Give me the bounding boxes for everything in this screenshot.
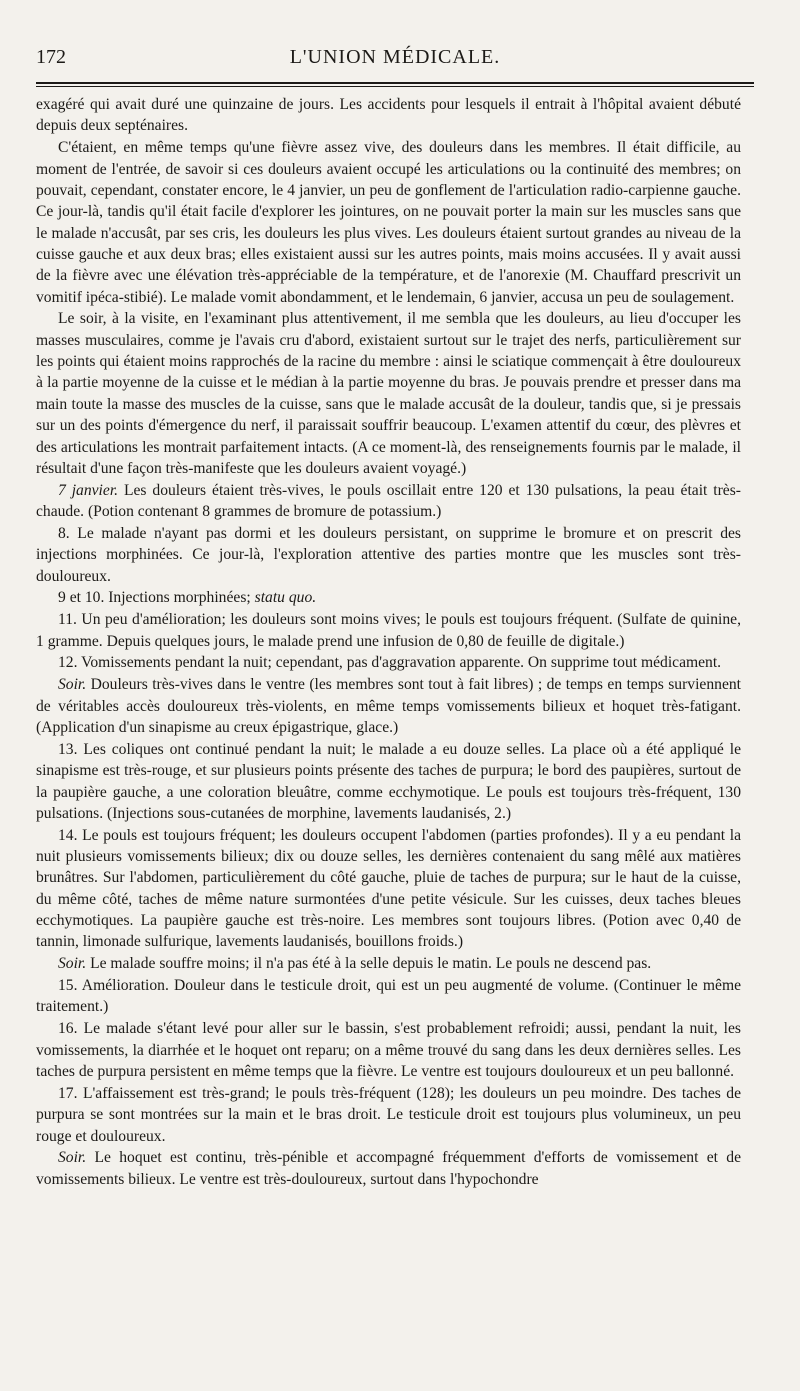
paragraph: 15. Amélioration. Douleur dans le testicule droit, qui est un peu augmenté de volume. (Continuer le même traitement.) — [36, 977, 741, 1016]
paragraph: 13. Les coliques ont continué pendant la nuit; le malade a eu douze selles. La place où a été appliqué le sinapisme est très-rouge, et sur plusieurs points présente des taches de purpura; le bord des paupières, surtout de la paupière gauche, a une coloration bleuâtre, comme ecchymotique. Le pouls est toujours très-fréquent, 130 pulsations. (Injections sous-cutanées de morphine, lavements laudanisés, 2.) — [36, 740, 741, 822]
paragraph: 16. Le malade s'étant levé pour aller sur le bassin, s'est probablement refroidi; aussi, pendant la nuit, les vomissements, la diarrhée et le hoquet ont reparu; on a même trouvé du sang dans les deux dernières selles. Les taches de purpura persistent en même temps que la fièvre. Le ventre est toujours douloureux et un peu ballonné. — [36, 1020, 741, 1080]
paragraph: Soir. Le malade souffre moins; il n'a pas été à la selle depuis le matin. Le pouls ne descend pas. — [58, 955, 652, 973]
body-text — [36, 94, 741, 1190]
header-rule-thin — [36, 86, 754, 87]
paragraph: 12. Vomissements pendant la nuit; cependant, pas d'aggravation apparente. On supprime tout médicament. — [58, 654, 722, 672]
running-title: L'UNION MÉDICALE. — [289, 46, 501, 68]
paragraph: Soir. Douleurs très-vives dans le ventre (les membres sont tout à fait libres) ; de temps en temps surviennent de véritables accès douloureux très-violents, en même temps vomissements bilieux et hoquet très-fatigant. (Application d'un sinapisme au creux épigastrique, glace.) — [36, 676, 741, 736]
paragraph: 17. L'affaissement est très-grand; le pouls très-fréquent (128); les douleurs un peu moindre. Des taches de purpura se sont montrées sur la main et le bras droit. Le testicule droit est toujours plus volumineux, un peu rouge et douloureux. — [36, 1084, 741, 1145]
paragraph: Soir. Le hoquet est continu, très-pénible et accompagné fréquemment d'efforts de vomissement et de vomissements bilieux. Le ventre est très-douloureux, surtout dans l'hypochondre — [36, 1149, 741, 1188]
paragraph: exagéré qui avait duré une quinzaine de jours. Les accidents pour lesquels il entrait à l'hôpital avaient débuté depuis deux septénaires. — [36, 96, 741, 135]
page-header — [36, 44, 754, 78]
paragraph: 7 janvier. Les douleurs étaient très-vives, le pouls oscillait entre 120 et 130 pulsations, la peau était très-chaude. (Potion contenant 8 grammes de bromure de potassium.) — [36, 481, 741, 521]
paragraph: C'étaient, en même temps qu'une fièvre assez vive, des douleurs dans les membres. Il était difficile, au moment de l'entrée, de savoir si ces douleurs avaient occupé les articulations ou la continuité des membres; on pouvait, cependant, constater encore, le 4 janvier, un peu de gonflement de l'articulation radio-carpienne gauche. Ce jour-là, tandis qu'il était facile d'explorer les jointures, on ne pouvait porter la main sur les muscles sans que le malade n'accusât, par ses cris, les douleurs les plus vives. Les douleurs étaient surtout grandes au niveau de la cuisse gauche et aux deux bras; elles existaient aussi sur les autres points, mais moins accusées. Il y avait aussi de la fièvre avec une élévation très-appréciable de la température, et de l'anorexie (M. Chauffard prescrivit un vomitif ipéca-stibié). Le malade vomit abondamment, et le lendemain, 6 janvier, accusa un peu de soulagement. — [36, 139, 741, 306]
header-rule — [36, 82, 754, 84]
paragraph: 8. Le malade n'ayant pas dormi et les douleurs persistant, on supprime le bromure et on prescrit des injections morphinées. Ce jour-là, l'exploration attentive des parties montre que les muscles sont très-douloureux. — [36, 524, 741, 585]
paragraph: 11. Un peu d'amélioration; les douleurs sont moins vives; le pouls est toujours fréquent. (Sulfate de quinine, 1 gramme. Depuis quelques jours, le malade prend une infusion de 0,80 de feuille de digitale.) — [36, 611, 741, 650]
page-number: 172 — [36, 46, 66, 68]
paragraph: 14. Le pouls est toujours fréquent; les douleurs occupent l'abdomen (parties profondes). Il y a eu pendant la nuit plusieurs vomissements bilieux; dix ou douze selles, les dernières contenaient du sang mêlé aux matières brunâtres. Sur l'abdomen, particulièrement du côté gauche, pluie de taches de purpura; sur le haut de la cuisse, du même côté, taches de même nature surmontées d'une petite vésicule. Sur les cuisses, deux taches bleues ecchymotiques. La paupière gauche est très-noire. Les membres sont toujours libres. (Potion avec 0,40 de tannin, limonade sulfurique, lavements laudanisés, bouillons froids.) — [36, 826, 741, 951]
paragraph: Le soir, à la visite, en l'examinant plus attentivement, il me sembla que les douleurs, au lieu d'occuper les masses musculaires, comme je l'avais cru d'abord, existaient surtout sur le trajet des nerfs, particulièrement sur les points qui étaient moins rapprochés de la racine du membre : ainsi le sciatique commençait à être douloureux à la partie moyenne de la cuisse et le médian à la partie moyenne du bras. Je pouvais prendre et presser dans ma main toute la masse des muscles de la cuisse, sans que le malade accusât de la douleur, tandis que, si je pressais sur un des points d'émergence du nerf, il paraissait souffrir beaucoup. L'examen attentif du cœur, des plèvres et des articulations les montrait parfaitement intacts. (A ce moment-là, des renseignements fournis par le malade, il résultait d'une façon très-manifeste que les douleurs avaient voyagé.) — [36, 310, 741, 477]
paragraph: 9 et 10. Injections morphinées; statu quo. — [58, 589, 317, 607]
